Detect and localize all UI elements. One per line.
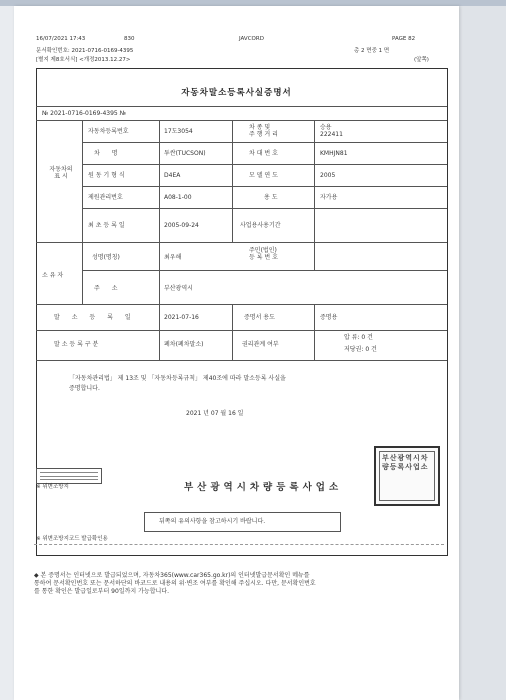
security-stamp xyxy=(36,468,102,484)
page-number: PAGE 82 xyxy=(392,36,416,42)
security-stamp-caption: ※ 위변조방지 xyxy=(36,484,69,490)
year-label: 모 델 연 도 xyxy=(249,172,278,179)
divider xyxy=(36,106,447,107)
model-label: 차 명 xyxy=(94,150,123,157)
address-label: 주 소 xyxy=(94,285,123,292)
rights-label: 권리관계 여부 xyxy=(242,341,279,348)
engine-label: 원 동 기 형 식 xyxy=(88,172,125,179)
issuer-name: 부산광역시차량등록사업소 xyxy=(184,482,343,493)
use-value: 자가용 xyxy=(320,194,338,201)
row-line xyxy=(82,142,447,143)
owner-id-label: 주민(법인) 등 록 번 호 xyxy=(249,247,278,261)
period-label: 사업용사용기간 xyxy=(240,222,281,229)
cancel-type-value: 폐차(폐차말소) xyxy=(164,341,204,348)
row-line xyxy=(82,186,447,187)
reg-no-label: 자동차등록번호 xyxy=(88,128,129,135)
address-value: 부산광역시 xyxy=(164,285,193,292)
copy-info: 총 2 면중 1 면 xyxy=(354,48,390,54)
col-line xyxy=(314,304,315,360)
statement: 「자동차관리법」 제 13조 및 「자동차등록규칙」 제40조에 따라 말소등록 사실을 증명합니다. xyxy=(69,375,286,392)
type-value: 승용 222411 xyxy=(320,124,343,138)
col-line xyxy=(82,120,83,304)
doc-number: 문서확인번호: 2021-0716-0169-4395 xyxy=(36,48,134,54)
reg-no-value: 17도3054 xyxy=(164,128,193,135)
owner-name-label: 성명(명칭) xyxy=(92,254,120,261)
type-label: 차 종 및 주 행 거 리 xyxy=(249,124,278,138)
mgmt-no-label: 제원관리번호 xyxy=(88,194,123,201)
vin-value: KMHJN81 xyxy=(320,150,348,157)
stamp-line xyxy=(40,479,98,480)
owner-name-value: 최우해 xyxy=(164,254,182,261)
form-side: (앞쪽) xyxy=(414,57,429,63)
footer-divider xyxy=(34,544,444,545)
row-line xyxy=(82,164,447,165)
row-line xyxy=(36,330,447,331)
seal-text: 부산광역시차량등록사업소 xyxy=(382,454,429,471)
form-reference: [별지 제8호서식] <개정2013.12.27> xyxy=(36,57,131,63)
use-label: 용 도 xyxy=(264,194,278,201)
section-owner-label: 소 유 자 xyxy=(42,272,64,279)
col-line xyxy=(232,120,233,242)
cancel-date-value: 2021-07-16 xyxy=(164,314,199,321)
first-reg-value: 2005-09-24 xyxy=(164,222,199,229)
mgmt-no-value: A08-1-00 xyxy=(164,194,192,201)
engine-value: D4EA xyxy=(164,172,181,179)
viewer-background xyxy=(459,6,506,700)
rights-seizure: 압 류: 0 건 xyxy=(344,334,373,341)
row-line xyxy=(82,270,447,271)
section-vehicle-label: 자동차의 표 시 xyxy=(49,166,73,180)
notice-text: 뒤쪽의 유의사항을 참고하시기 바랍니다. xyxy=(159,518,266,525)
stamp-line xyxy=(40,476,98,477)
col-line xyxy=(232,304,233,360)
section-line xyxy=(36,304,447,305)
row-line xyxy=(82,208,447,209)
table-top xyxy=(36,120,447,121)
issue-date: 2021 년 07 월 16 일 xyxy=(186,410,244,417)
table-bottom xyxy=(36,360,447,361)
cert-use-value: 증명용 xyxy=(320,314,338,321)
document-page xyxy=(14,6,459,700)
vin-label: 차 대 번 호 xyxy=(249,150,278,157)
print-datetime: 16/07/2021 17:43 xyxy=(36,36,86,42)
first-reg-label: 최 초 등 록 일 xyxy=(88,222,125,229)
stamp-line xyxy=(40,472,98,473)
section-line xyxy=(36,242,447,243)
footer-note: ◆ 본 증명서는 인터넷으로 발급되었으며, 자동차365(www.car365.go.kr)의 인터넷발급문서확인 메뉴를 통하여 문서확인번호 또는 문서하단의 바코드로 내용의 위·변조 여부를 확인해 주십시오. 다만, 문서확인번호 를 통한 확인은 발급일로부터 90일까지 가능합니다. xyxy=(34,572,316,595)
print-code: 830 xyxy=(124,36,135,42)
official-seal xyxy=(374,446,440,506)
print-center-label: JAVCORD xyxy=(239,36,264,42)
model-value: 투싼(TUCSON) xyxy=(164,150,206,157)
col-line xyxy=(314,120,315,270)
certificate-title: 자동차말소등록사실증명서 xyxy=(181,88,292,98)
issue-number: № 2021-0716-0169-4395 № xyxy=(42,110,126,117)
footer-left-caption: ※ 위변조방지코드 발급확인용 xyxy=(36,536,108,542)
cancel-type-label: 말 소 등 록 구 분 xyxy=(54,341,99,348)
rights-mortgage: 저당권: 0 건 xyxy=(344,346,377,353)
year-value: 2005 xyxy=(320,172,336,179)
cert-use-label: 증명서 용도 xyxy=(244,314,275,321)
col-line xyxy=(159,120,160,360)
cancel-date-label: 말 소 등 록 일 xyxy=(54,314,136,321)
